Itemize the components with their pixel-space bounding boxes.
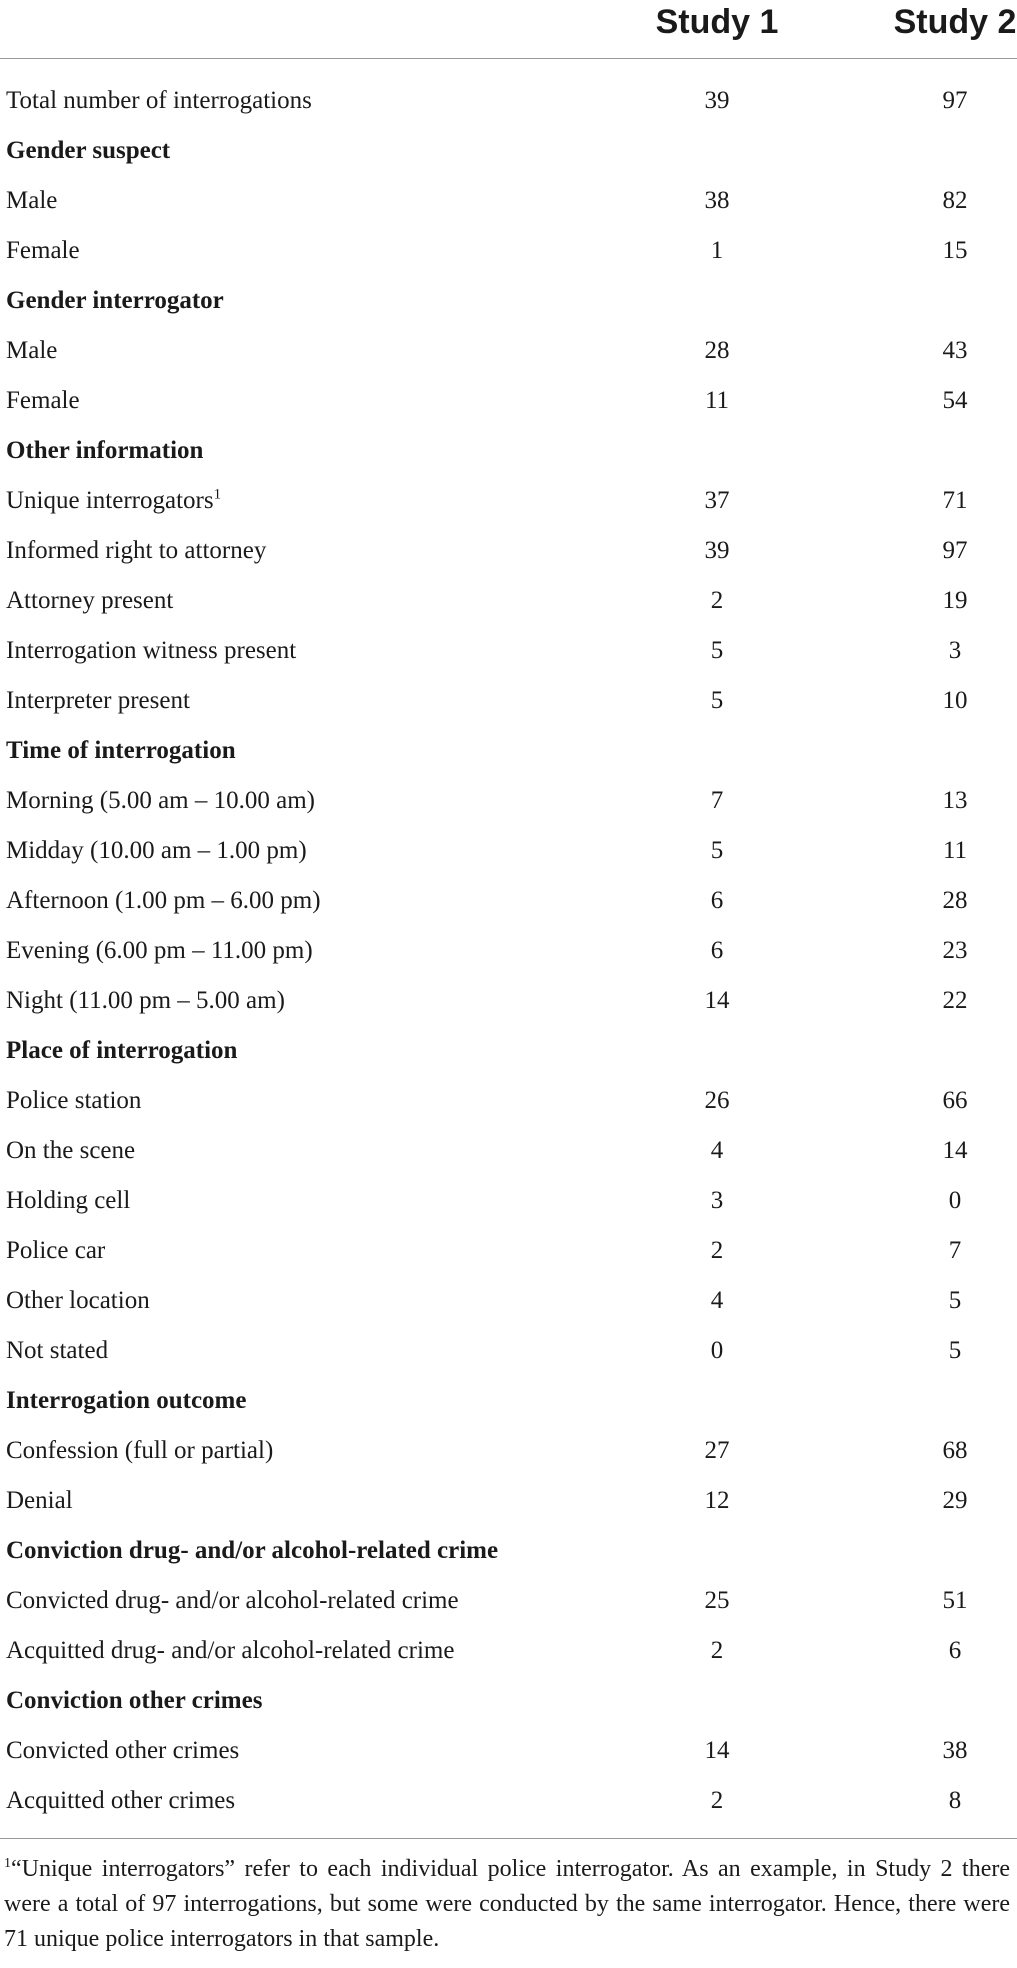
study-1-value: 7 — [710, 787, 724, 814]
study-1-value: 2 — [710, 1237, 724, 1264]
study-2-value: 97 — [942, 87, 968, 114]
study-1-value: 26 — [704, 1087, 730, 1114]
study-2-value: 71 — [942, 487, 968, 514]
row-label-text: Confession (full or partial) — [6, 1437, 274, 1464]
table-row — [0, 380, 1017, 430]
row-label-text: Informed right to attorney — [6, 537, 267, 564]
table-row — [0, 1630, 1017, 1680]
table-row — [0, 1080, 1017, 1130]
table-row — [0, 1180, 1017, 1230]
study-1-value: 2 — [710, 1637, 724, 1664]
section-header-row — [0, 730, 1017, 780]
row-label-text: Interrogation outcome — [6, 1387, 247, 1414]
row-label — [6, 80, 312, 122]
row-label-text: Not stated — [6, 1337, 109, 1364]
section-label — [6, 280, 224, 322]
study-1-value: 6 — [710, 937, 724, 964]
row-label-text: Total number of interrogations — [6, 87, 312, 114]
table-row — [0, 1480, 1017, 1530]
table-row — [0, 680, 1017, 730]
table-row — [0, 630, 1017, 680]
table-row — [0, 780, 1017, 830]
row-label-text: Interrogation witness present — [6, 637, 297, 664]
study-1-value: 3 — [710, 1187, 724, 1214]
row-label — [6, 1180, 130, 1222]
study-2-value: 7 — [948, 1237, 962, 1264]
study-1-value: 28 — [704, 337, 730, 364]
section-label — [6, 1680, 262, 1722]
table-row — [0, 530, 1017, 580]
table-row — [0, 1130, 1017, 1180]
study-2-value: 29 — [942, 1487, 968, 1514]
study-2-value: 54 — [942, 387, 968, 414]
study-2-value: 8 — [948, 1787, 962, 1814]
row-label-text: Other location — [6, 1287, 150, 1314]
row-label-text: Female — [6, 387, 80, 414]
study-2-value: 22 — [942, 987, 968, 1014]
study-1-value: 39 — [704, 87, 730, 114]
row-label — [6, 980, 285, 1022]
row-label — [6, 1730, 239, 1772]
row-label-text: Place of interrogation — [6, 1037, 238, 1064]
table-row — [0, 980, 1017, 1030]
row-label — [6, 380, 80, 422]
row-label — [6, 1130, 135, 1172]
table-row — [0, 480, 1017, 530]
study-1-value: 27 — [704, 1437, 730, 1464]
study-2-value: 38 — [942, 1737, 968, 1764]
study-1-value: 5 — [710, 637, 724, 664]
section-label — [6, 430, 203, 472]
row-label-text: Male — [6, 337, 58, 364]
study-1-value: 6 — [710, 887, 724, 914]
row-label-text: Denial — [6, 1487, 73, 1514]
footnote-marker: 1 — [4, 1856, 11, 1871]
study-2-value: 28 — [942, 887, 968, 914]
footnote-reference: 1 — [213, 486, 222, 503]
row-label-text: Unique interrogators — [6, 487, 214, 514]
row-label-text: Convicted other crimes — [6, 1737, 240, 1764]
table-row — [0, 1780, 1017, 1830]
section-header-row — [0, 280, 1017, 330]
section-label — [6, 1530, 498, 1572]
study-1-value: 11 — [704, 387, 730, 414]
row-label-text: Evening (6.00 pm – 11.00 pm) — [6, 937, 313, 964]
study-2-value: 66 — [942, 1087, 968, 1114]
study-2-value: 11 — [942, 837, 968, 864]
study-2-value: 51 — [942, 1587, 968, 1614]
row-label-text: Afternoon (1.00 pm – 6.00 pm) — [6, 887, 321, 914]
section-header-row — [0, 430, 1017, 480]
row-label — [6, 480, 221, 522]
column-header-study-2: Study 2 — [893, 3, 1017, 41]
row-label — [6, 1280, 150, 1322]
study-2-value: 5 — [948, 1337, 962, 1364]
row-label-text: Morning (5.00 am – 10.00 am) — [6, 787, 315, 814]
study-1-value: 38 — [704, 187, 730, 214]
table-row — [0, 880, 1017, 930]
study-2-value: 5 — [948, 1287, 962, 1314]
table-body — [0, 80, 1017, 1830]
study-1-value: 5 — [710, 837, 724, 864]
row-label — [6, 1430, 273, 1472]
row-label-text: Male — [6, 187, 58, 214]
section-label — [6, 130, 170, 172]
study-1-value: 2 — [710, 1787, 724, 1814]
study-1-value: 25 — [704, 1587, 730, 1614]
row-label — [6, 530, 266, 572]
study-2-value: 3 — [948, 637, 962, 664]
row-label — [6, 230, 80, 272]
section-header-row — [0, 130, 1017, 180]
study-1-value: 14 — [704, 1737, 730, 1764]
study-2-value: 19 — [942, 587, 968, 614]
row-label — [6, 830, 307, 872]
row-label — [6, 930, 313, 972]
row-label — [6, 1230, 105, 1272]
row-label-text: Time of interrogation — [6, 737, 236, 764]
section-label — [6, 1380, 246, 1422]
study-2-value: 0 — [948, 1187, 962, 1214]
study-1-value: 14 — [704, 987, 730, 1014]
study-2-value: 6 — [948, 1637, 962, 1664]
row-label-text: Night (11.00 pm – 5.00 am) — [6, 987, 285, 1014]
table-row — [0, 330, 1017, 380]
row-label-text: Police car — [6, 1237, 106, 1264]
study-1-value: 0 — [710, 1337, 724, 1364]
section-header-row — [0, 1030, 1017, 1080]
table-row — [0, 1730, 1017, 1780]
table-row — [0, 180, 1017, 230]
study-1-value: 5 — [710, 687, 724, 714]
row-label-text: Midday (10.00 am – 1.00 pm) — [6, 837, 307, 864]
row-label-text: Police station — [6, 1087, 142, 1114]
row-label — [6, 680, 190, 722]
section-header-row — [0, 1680, 1017, 1730]
row-label-text: Acquitted other crimes — [6, 1787, 236, 1814]
section-header-row — [0, 1530, 1017, 1580]
row-label — [6, 180, 57, 222]
row-label-text: Other information — [6, 437, 204, 464]
footnote-text: “Unique interrogators” refer to each individual police interrogator. As an example, in Study 2 there were a total of 97 interrogations, but some were conducted by the same interrogator. Hence, there were 71 unique police interrogators in that sample. — [4, 1856, 1010, 1952]
section-label — [6, 730, 236, 772]
table-row — [0, 1230, 1017, 1280]
row-label — [6, 1580, 459, 1622]
row-label — [6, 1330, 108, 1372]
study-2-value: 10 — [942, 687, 968, 714]
row-label-text: On the scene — [6, 1137, 136, 1164]
row-label — [6, 1780, 235, 1822]
table-row — [0, 230, 1017, 280]
study-1-value: 4 — [710, 1137, 724, 1164]
row-label-text: Acquitted drug- and/or alcohol-related crime — [6, 1637, 455, 1664]
row-label-text: Conviction drug- and/or alcohol-related crime — [6, 1537, 499, 1564]
study-1-value: 39 — [704, 537, 730, 564]
table-bottom-rule — [0, 1838, 1017, 1839]
table-row — [0, 1330, 1017, 1380]
study-1-value: 2 — [710, 587, 724, 614]
table-row — [0, 830, 1017, 880]
study-2-value: 97 — [942, 537, 968, 564]
column-header-study-1: Study 1 — [655, 3, 779, 41]
section-label — [6, 1030, 237, 1072]
study-1-value: 12 — [704, 1487, 730, 1514]
study-2-value: 68 — [942, 1437, 968, 1464]
row-label-text: Attorney present — [6, 587, 174, 614]
table-row — [0, 580, 1017, 630]
table-row — [0, 80, 1017, 130]
row-label — [6, 1080, 141, 1122]
row-label-text: Female — [6, 237, 80, 264]
study-2-value: 43 — [942, 337, 968, 364]
row-label-text: Conviction other crimes — [6, 1687, 263, 1714]
table-row — [0, 1280, 1017, 1330]
row-label-text: Convicted drug- and/or alcohol-related crime — [6, 1587, 459, 1614]
row-label-text: Gender suspect — [6, 137, 171, 164]
study-1-value: 1 — [710, 237, 724, 264]
study-2-value: 15 — [942, 237, 968, 264]
study-2-value: 13 — [942, 787, 968, 814]
row-label — [6, 1480, 73, 1522]
study-1-value: 37 — [704, 487, 730, 514]
row-label — [6, 780, 315, 822]
table-row — [0, 1580, 1017, 1630]
study-1-value: 4 — [710, 1287, 724, 1314]
row-label — [6, 580, 173, 622]
table-row — [0, 930, 1017, 980]
table-header — [0, 0, 1017, 59]
row-label — [6, 880, 321, 922]
study-2-value: 14 — [942, 1137, 968, 1164]
study-2-value: 82 — [942, 187, 968, 214]
section-header-row — [0, 1380, 1017, 1430]
study-2-value: 23 — [942, 937, 968, 964]
row-label — [6, 630, 296, 672]
row-label-text: Gender interrogator — [6, 287, 224, 314]
row-label-text: Interpreter present — [6, 687, 190, 714]
row-label — [6, 330, 57, 372]
row-label — [6, 1630, 454, 1672]
footnote — [4, 1852, 1010, 1957]
table-row — [0, 1430, 1017, 1480]
row-label-text: Holding cell — [6, 1187, 131, 1214]
